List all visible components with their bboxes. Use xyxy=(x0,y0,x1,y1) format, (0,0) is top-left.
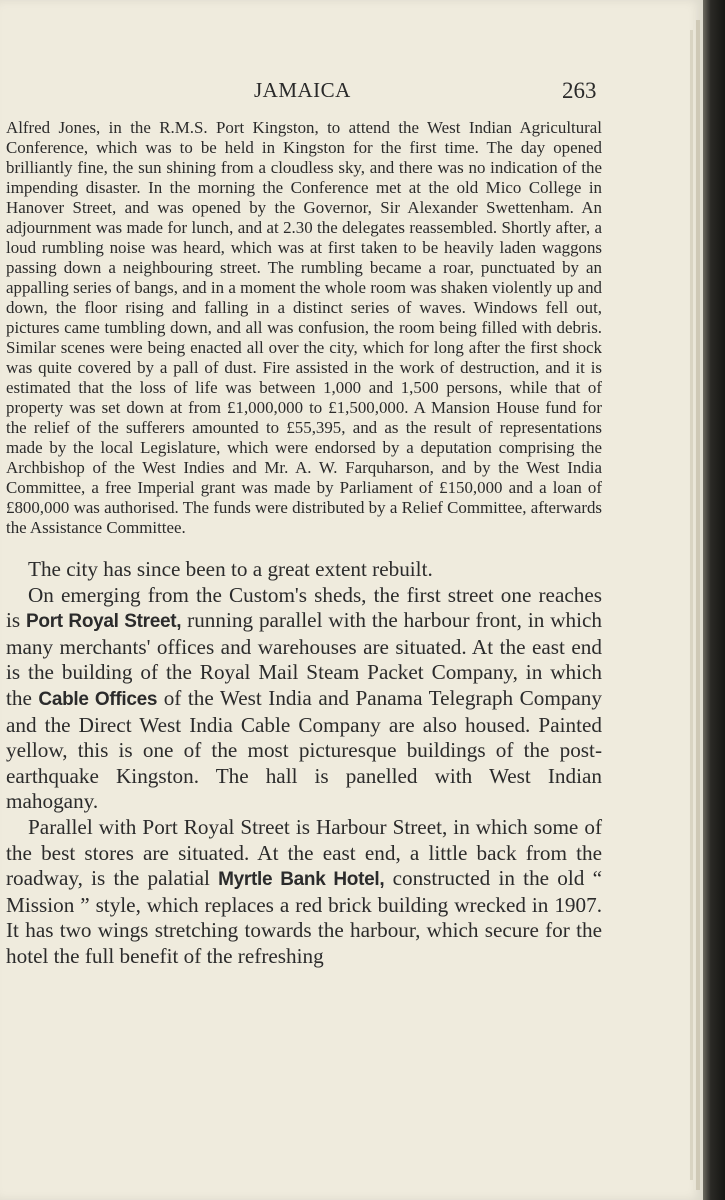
running-head-title: JAMAICA xyxy=(254,78,351,102)
street-name-bold: Port Royal Street, xyxy=(26,611,182,633)
text-span: of the West India and Panama Telegraph Company and the Direct West India Cable Company are also housed. Painted yellow, this is one of the most picturesque buildings of the post-earthquake Kingston. The hall is panelled with West Indian mahogany. xyxy=(6,685,602,814)
text-span: Parallel with Port Royal Street is Harbour Street, in which some of the best stores are situated. At the east end, a little back from the roadway, is the palatial xyxy=(6,814,602,891)
hotel-name-bold: Myrtle Bank Hotel, xyxy=(218,869,385,891)
page-body xyxy=(6,118,602,970)
page-edge xyxy=(690,30,693,1180)
text-span: constructed in the old “ Mission ” style, which replaces a red brick building wrecked in 1907. It has two wings stretching towards the harbour, which secure for the hotel the full benefit of the refreshing xyxy=(6,866,602,968)
text-span: On emerging from the Custom's sheds, the first street one reaches is xyxy=(6,582,602,633)
earthquake-paragraph: Alfred Jones, in the R.M.S. Port Kingston, to attend the West Indian Agricultural Conference, which was to be held in Kingston for the first time. The day opened brilliantly fine, the sun shining from a cloudless sky, and there was no indication of the impending disaster. In the morning the Conference met at the old Mico College in Hanover Street, and was opened by the Governor, Sir Alexander Swettenham. An adjournment was made for lunch, and at 2.30 the delegates reassembled. Shortly after, a loud rumbling noise was heard, which was at first taken to be heavily laden waggons passing down a neighbouring street. The rumbling became a roar, punctuated by an appalling series of bangs, and in a moment the whole room was shaken violently up and down, the floor rising and falling in a distinct series of waves. Windows fell out, pictures came tumbling down, and all was confusion, the room being filled with debris. Similar scenes were being enacted all over the city, which for long after the first shock was quite covered by a pall of dust. Fire assisted in the work of destruction, and it is estimated that the loss of life was between 1,000 and 1,500 persons, while that of property was set down at from £1,000,000 to £1,500,000. A Mansion House fund for the relief of the sufferers amounted to £55,395, and as the result of representations made by the local Legislature, which were endorsed by a deputation comprising the Archbishop of the West Indies and Mr. A. W. Farquharson, and by the West India Committee, a free Imperial grant was made by Parliament of £150,000 and a loan of £800,000 was authorised. The funds were distributed by a Relief Committee, afterwards the Assistance Committee. xyxy=(6,118,602,537)
book-spine xyxy=(703,0,725,1200)
page-edge xyxy=(696,20,700,1190)
page-number: 263 xyxy=(562,78,597,103)
rebuilt-paragraph: The city has since been to a great extent rebuilt. xyxy=(28,557,433,581)
cable-offices-bold: Cable Offices xyxy=(38,688,158,710)
harbour-street-paragraph xyxy=(6,815,602,970)
port-royal-paragraph xyxy=(6,583,602,815)
text-span: running parallel with the harbour front, in which many merchants' offices and warehouses are situated. At the east end is the building of the Royal Mail Steam Packet Company, in which the xyxy=(6,608,602,710)
running-head xyxy=(0,78,620,108)
